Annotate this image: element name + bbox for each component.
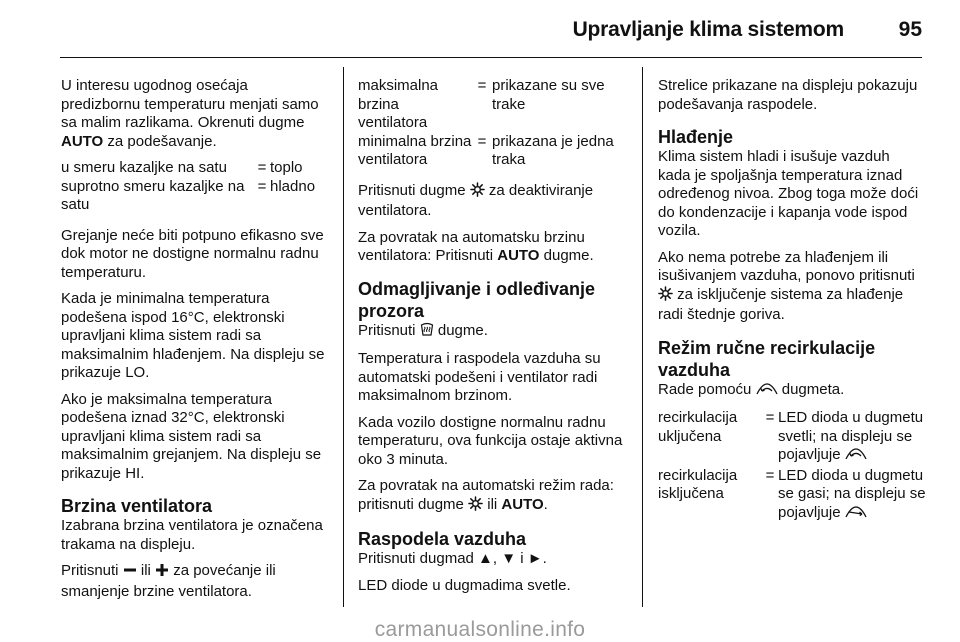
windscreen-defrost-icon — [420, 322, 434, 343]
paragraph: Izabrana brzina ventilatora je označena trakama na displeju. — [61, 517, 323, 553]
paragraph: Pritisnuti dugmad ▲, ▼ i ►. — [358, 550, 547, 567]
paragraph: Pritisnuti dugme. — [358, 322, 626, 343]
page-title: Upravljanje klima sistemom — [572, 18, 844, 41]
table-row: minimalna brzina ventilatora = prikazana je jedna traka — [358, 132, 614, 168]
fan-speed-table — [358, 77, 626, 170]
heading-fan-speed: Brzina ventilatora — [61, 496, 213, 516]
recirculation-icon — [756, 382, 778, 402]
table-row: suprotno smeru kazaljke na satu = hladno — [61, 177, 316, 213]
table-row: recirkulacija uključena = LED dioda u dugmetu svetli; na displeju se pojavljuje — [658, 409, 926, 467]
column-right — [658, 77, 926, 536]
fan-icon — [658, 286, 673, 307]
column-divider-1 — [343, 67, 344, 607]
watermark: carmanualsonline.info — [374, 618, 586, 641]
paragraph: Za povratak na automatsku brzinu ventilatora: Pritisnuti AUTO dugme. — [358, 228, 594, 264]
table-row: maksimalna brzina ventilatora = prikazane su sve trake — [358, 77, 605, 131]
fresh-air-icon — [845, 505, 867, 525]
heading-cooling: Hlađenje — [658, 127, 734, 147]
heading-recirculation: Režim ručne recirkulacije vazduha — [658, 337, 876, 380]
page-number: 95 — [898, 18, 922, 41]
paragraph: Temperatura i raspodela vazduha su automatski podešeni i ventilator radi maksimalnom brzinom. — [358, 350, 601, 404]
paragraph: Klima sistem hladi i isušuje vazduh kada je spoljašnja temperatura iznad određenog nivoa. Zbog toga može doći do kondenzacije i kapanja vode ispod vozila. — [658, 148, 919, 239]
paragraph: Kada vozilo dostigne normalnu radnu temperaturu, ova funkcija ostaje aktivna oko 3 minuta. — [358, 413, 623, 468]
fan-icon — [468, 496, 483, 517]
paragraph: U interesu ugodnog osećaja predizbornu temperaturu menjati samo sa malim razlikama. Okrenuti dugme AUTO za podešavanje. — [61, 77, 319, 150]
paragraph: Grejanje neće biti potpuno efikasno sve dok motor ne dostigne normalnu radnu temperaturu. — [61, 226, 324, 281]
header-divider — [60, 57, 922, 58]
paragraph: Ako je maksimalna temperatura podešena iznad 32°C, elektronski upravljani klima sistem radi sa maksimalnim grejanjem. Na displeju se prikazuje HI. — [61, 390, 322, 482]
paragraph: Pritisnuti dugme za deaktiviranje ventilatora. — [358, 181, 594, 219]
paragraph: Pritisnuti ili za povećanje ili smanjenje brzine ventilatora. — [61, 562, 276, 600]
column-left — [61, 77, 329, 609]
auto-label: AUTO — [497, 247, 540, 264]
column-middle — [358, 77, 626, 603]
minus-icon — [123, 563, 137, 583]
recirculation-table — [658, 409, 926, 524]
paragraph: Ako nema potrebe za hlađenjem ili isušivanjem vazduha, ponovo pritisnuti za isključenje sistema za hlađenje radi štednje goriva. — [658, 248, 915, 323]
plus-icon — [155, 563, 169, 583]
auto-label: AUTO — [61, 132, 104, 150]
recirculation-icon — [845, 447, 867, 467]
heading-air-distribution: Raspodela vazduha — [358, 529, 527, 549]
page-header — [0, 0, 960, 58]
paragraph: Kada je minimalna temperatura podešena ispod 16°C, elektronski upravljani klima sistem radi sa maksimalnim hlađenjem. Na displeju se prikazuje LO. — [61, 290, 325, 381]
heading-defrost: Odmagljivanje i odleđivanje prozora — [358, 278, 596, 321]
auto-label: AUTO — [501, 495, 544, 513]
table-row: recirkulacija isključena = LED dioda u dugmetu se gasi; na displeju se pojavljuje — [658, 467, 926, 525]
paragraph: Za povratak na automatski režim rada: pritisnuti dugme ili AUTO. — [358, 477, 626, 516]
column-divider-2 — [642, 67, 643, 607]
fan-icon — [470, 182, 485, 203]
paragraph: LED diode u dugmadima svetle. — [358, 576, 571, 594]
table-row: u smeru kazaljke na satu = toplo — [61, 159, 303, 176]
paragraph: Strelice prikazane na displeju pokazuju podešavanja raspodele. — [658, 77, 918, 113]
temperature-table — [61, 159, 329, 215]
paragraph: Rade pomoću dugmeta. — [658, 381, 926, 402]
